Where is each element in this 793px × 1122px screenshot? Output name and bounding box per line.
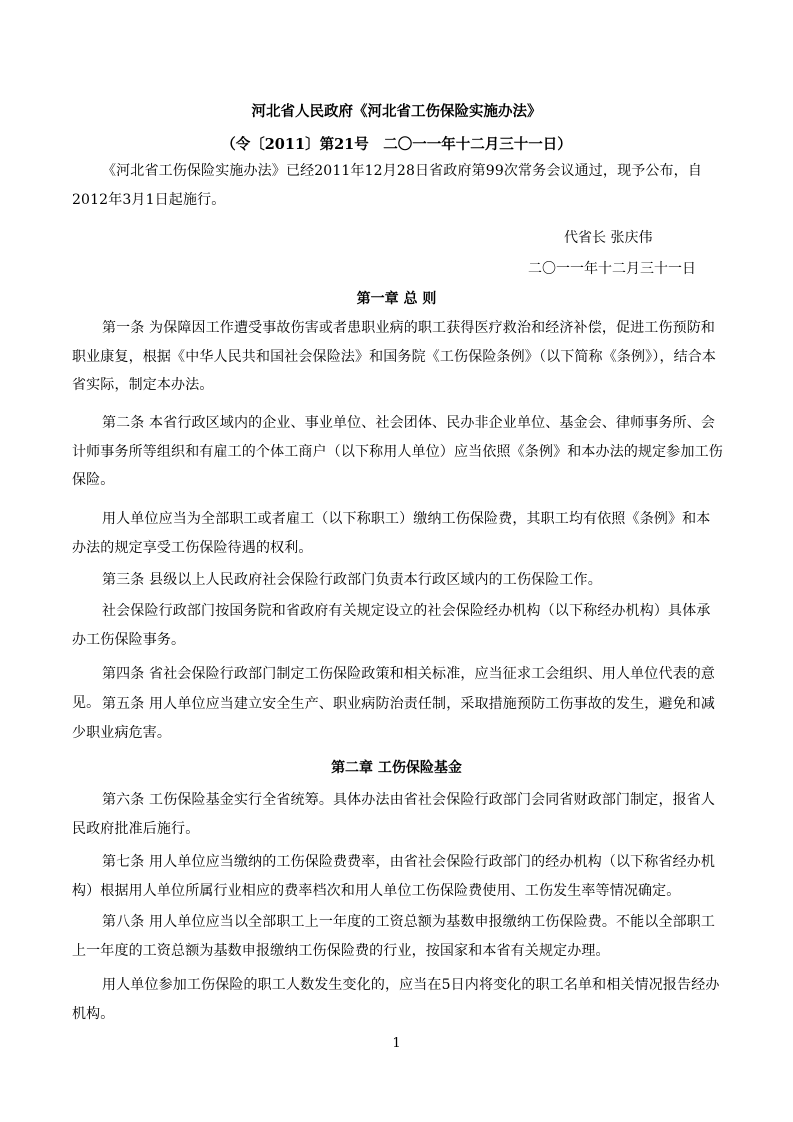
article-3-paragraph-2: 社会保险行政部门按国务院和省政府有关规定设立的社会保险经办机构（以下称经办机构）具体承办工伤保险事务。 [72,603,711,648]
article-4: 第四条 省社会保险行政部门制定工伤保险政策和相关标准，应当征求工会组织、用人单位代表的意见。 [72,666,716,711]
article-8: 第八条 用人单位应当以全部职工上一年度的工资总额为基数申报缴纳工伤保险费。不能以全部职工上一年度的工资总额为基数申报缴纳工伤保险费的行业，按国家和本省有关规定办理。 [72,914,716,959]
article-1: 第一条 为保障因工作遭受事故伤害或者患职业病的职工获得医疗救治和经济补偿，促进工伤预防和职业康复，根据《中华人民共和国社会保险法》和国务院《工伤保险条例》（以下简称《条例》），结合本省实际，制定本办法。 [72,320,717,393]
article-2-paragraph-2: 用人单位应当为全部职工或者雇工（以下称职工）缴纳工伤保险费，其职工均有依照《条例》和本办法的规定享受工伤保险待遇的权利。 [72,511,711,556]
article-7: 第七条 用人单位应当缴纳的工伤保险费费率，由省社会保险行政部门的经办机构（以下称省经办机构）根据用人单位所属行业相应的费率档次和用人单位工伤保险费使用、工伤发生率等情况确定。 [72,854,716,899]
document-subtitle: （令〔2011〕第21号 二〇一一年十二月三十一日） [221,136,572,153]
intro-paragraph: 《河北省工伤保险实施办法》已经2011年12月28日省政府第99次常务会议通过，现予公布，自2012年3月1日起施行。 [72,163,702,208]
article-5: 第五条 用人单位应当建立安全生产、职业病防治责任制，采取措施预防工伤事故的发生，避免和减少职业病危害。 [72,696,716,741]
chapter-1-heading: 第一章 总 则 [356,291,437,307]
article-2: 第二条 本省行政区域内的企业、事业单位、社会团体、民办非企业单位、基金会、律师事务所、会计师事务所等组织和有雇工的个体工商户（以下称用人单位）应当依照《条例》和本办法的规定参加工伤保险。 [72,415,723,488]
article-3: 第三条 县级以上人民政府社会保险行政部门负责本行政区域内的工伤保险工作。 [102,572,602,588]
signer: 代省长 张庆伟 [564,230,653,246]
sign-date: 二〇一一年十二月三十一日 [528,261,696,277]
article-8-paragraph-2: 用人单位参加工伤保险的职工人数发生变化的，应当在5日内将变化的职工名单和相关情况报告经办机构。 [72,977,720,1022]
document-title: 河北省人民政府《河北省工伤保险实施办法》 [251,103,542,120]
article-6: 第六条 工伤保险基金实行全省统筹。具体办法由省社会保险行政部门会同省财政部门制定，报省人民政府批准后施行。 [72,792,716,837]
page-number: 1 [392,1036,401,1051]
chapter-2-heading: 第二章 工伤保险基金 [331,760,462,776]
